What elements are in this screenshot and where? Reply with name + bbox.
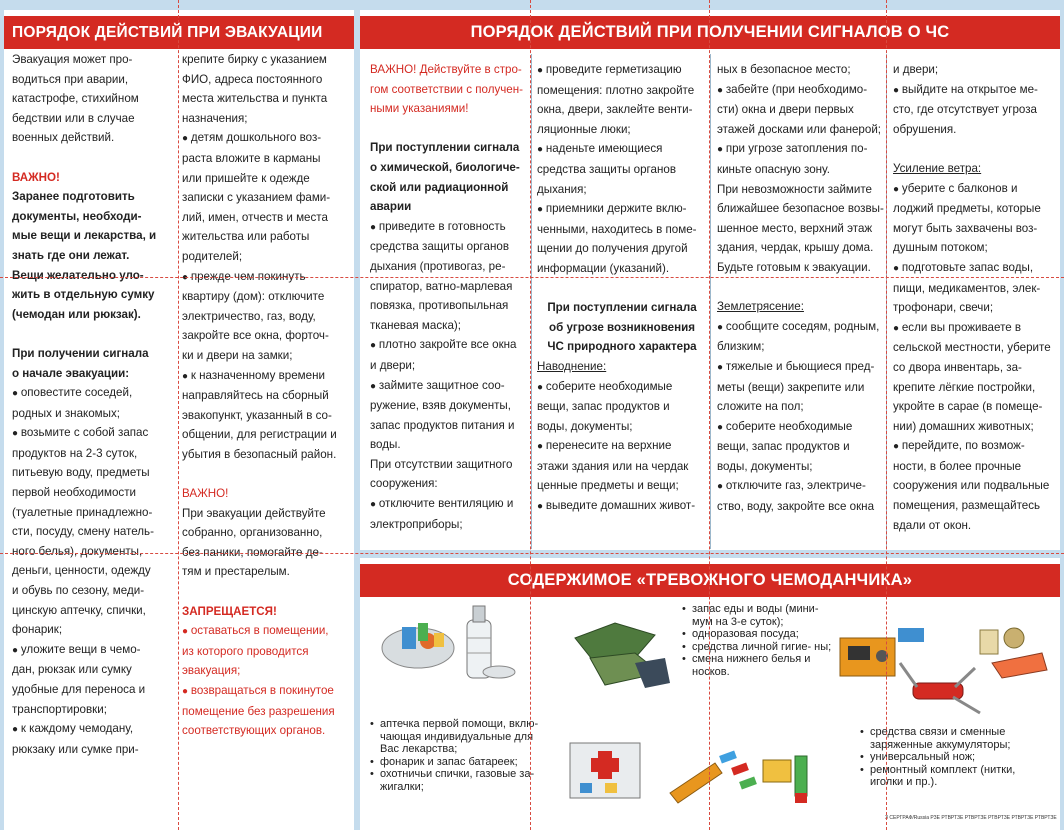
text-line: ЧС природного характера <box>547 340 697 354</box>
bullet-text-line: ● уберите с балконов и <box>893 179 1059 200</box>
text-line: документы, необходи- <box>12 209 142 223</box>
text-line: ВАЖНО! <box>182 487 229 501</box>
text-line: шенное место, верхний этаж <box>717 221 873 235</box>
bullet-text-line: ● выведите домашних живот- <box>537 496 707 517</box>
text-line: ных в безопасное место; <box>717 63 851 76</box>
clothes-icon <box>565 613 675 693</box>
text-line: бедствии или в случае <box>12 111 135 125</box>
suitcase-item: • смена нижнего белья и носков. <box>682 653 832 678</box>
text-line: сооружения или подвальные <box>893 479 1050 493</box>
spacer <box>370 119 530 139</box>
text-line: со двора инвентарь, за- <box>893 360 1022 374</box>
text-line: квартиру (дом): отключите <box>182 290 325 304</box>
text-line: Будьте готовым к эвакуации. <box>717 260 871 274</box>
text-line: ближайшее безопасное возвы- <box>717 202 884 216</box>
text-line: При получении сигнала <box>12 346 149 360</box>
text-line: воды, документы; <box>717 459 813 473</box>
bullet-text-line: ● возвращаться в покинутое <box>182 681 352 702</box>
text-line: гом соответствии с получен- <box>370 82 524 96</box>
text-line: нии) домашних животных; <box>893 419 1034 433</box>
food-bag-icon <box>378 603 458 673</box>
bullet-text-line: ● оставаться в помещении, <box>182 621 352 642</box>
signals-column-1 <box>370 60 530 534</box>
text-line: места жительства и пункта <box>182 92 328 106</box>
text-line: вещи, запас продуктов и <box>717 440 850 454</box>
text-line: ВАЖНО! <box>12 170 60 184</box>
text-line: и двери; <box>370 358 416 372</box>
text-line: спиратор, ватно-марлевая <box>370 279 513 293</box>
first-aid-kit-icon <box>560 723 660 813</box>
text-line: записки с указанием фами- <box>182 191 331 205</box>
bullet-text-line: ● плотно закройте все окна <box>370 335 530 356</box>
text-line: лоджий предметы, которые <box>893 202 1041 216</box>
text-line: о начале эвакуации: <box>12 366 130 380</box>
text-line: здания, чердак, крышу дома. <box>717 241 874 255</box>
text-line: Землетрясение: <box>717 300 804 314</box>
text-line: сти, посуду, смену натель- <box>12 525 154 539</box>
text-line: вдали от окон. <box>893 518 972 532</box>
bullet-text-line: ● подготовьте запас воды, <box>893 258 1059 279</box>
text-line: душным потоком; <box>893 241 988 255</box>
spacer <box>182 464 352 484</box>
suitcase-list-tools <box>860 726 1045 789</box>
text-line: киньте опасную зону. <box>717 162 830 176</box>
text-line: При отсутствии защитного <box>370 457 513 471</box>
text-line: и обувь по сезону, меди- <box>12 584 145 598</box>
signals-column-2 <box>537 60 707 517</box>
text-line: При эвакуации действуйте <box>182 506 326 520</box>
text-line: тканевая маска); <box>370 318 461 332</box>
text-line: фонарик; <box>12 623 63 637</box>
bullet-text-line: ● приемники держите вклю- <box>537 199 707 220</box>
text-line: первой необходимости <box>12 486 137 500</box>
bullet-text-line: ● к каждому чемодану, <box>12 719 180 740</box>
bullet-text-line: ● сообщите соседям, родным, <box>717 317 885 338</box>
bullet-text-line: ● приведите в готовность <box>370 217 530 238</box>
text-line: тям и престарелым. <box>182 565 290 579</box>
fold-line <box>0 277 1064 278</box>
text-line: ЗАПРЕЩАЕТСЯ! <box>182 604 277 618</box>
text-line: или пришейте к одежде <box>182 171 310 185</box>
text-line: лий, имен, отчеств и места <box>182 210 328 224</box>
bullet-text-line: ● перенесите на верхние <box>537 436 707 457</box>
text-line: рюкзаку или сумке при- <box>12 742 139 756</box>
suitcase-panel <box>360 558 1060 830</box>
text-line: ВАЖНО! Действуйте в стро- <box>370 63 522 76</box>
text-line: о химической, биологиче- <box>370 160 520 174</box>
bullet-text-line: ● если вы проживаете в <box>893 318 1059 339</box>
bullet-text-line: ● соберите необходимые <box>717 417 885 438</box>
text-line: транспортировки; <box>12 702 107 716</box>
text-line: ценные предметы и вещи; <box>537 479 679 493</box>
spacer <box>12 148 180 168</box>
text-line: Наводнение: <box>537 359 607 373</box>
text-line: дан, рюкзак или сумку <box>12 663 132 677</box>
text-line: крепите лёгкие постройки, <box>893 380 1036 394</box>
text-line: трофонари, свечи; <box>893 301 994 315</box>
bullet-text-line: ● забейте (при необходимо- <box>717 80 885 101</box>
spacer <box>537 279 707 299</box>
text-line: щении до получения другой <box>537 242 688 256</box>
matches-lighter-icon <box>755 748 825 818</box>
text-line: При поступлении сигнала <box>547 301 697 315</box>
text-line: продуктов на 2-3 суток, <box>12 446 138 460</box>
suitcase-list-food <box>682 603 832 678</box>
text-line: из которого проводится <box>182 644 309 658</box>
text-line: направляйтесь на сборный <box>182 389 329 403</box>
text-line: сооружения: <box>370 477 438 491</box>
bullet-text-line: ● при угрозе затопления по- <box>717 139 885 160</box>
text-line: цинскую аптечку, спички, <box>12 603 146 617</box>
text-line: крепите бирку с указанием <box>182 53 327 66</box>
evacuation-column-2 <box>182 50 352 741</box>
suitcase-item: • одноразовая посуда; <box>682 628 832 641</box>
bullet-text-line: ● проведите герметизацию <box>537 60 707 81</box>
bullet-text-line: ● оповестите соседей, <box>12 383 180 404</box>
bullet-text-line: ● соберите необходимые <box>537 377 707 398</box>
text-line: родителей; <box>182 249 243 263</box>
suitcase-item: • фонарик и запас батареек; <box>370 756 552 769</box>
text-line: закройте все окна, форточ- <box>182 329 329 343</box>
evacuation-title: ПОРЯДОК ДЕЙСТВИЙ ПРИ ЭВАКУАЦИИ <box>4 16 354 49</box>
text-line: Усиление ветра: <box>893 161 982 175</box>
suitcase-item: • универсальный нож; <box>860 751 1045 764</box>
footer-text: З СЕРГРАФ/Russia РЗЕ РТВРТЗЕ РТВРТЗЕ РТВРТЗЕ РТВРТЗЕ РТВРТЗЕ <box>885 815 1057 821</box>
text-line: ченными, находитесь в поме- <box>537 222 697 236</box>
bullet-text-line: ● детям дошкольного воз- <box>182 128 352 149</box>
bullet-text-line: ● отключите вентиляцию и <box>370 494 530 515</box>
spacer <box>182 582 352 602</box>
text-line: раста вложите в карманы <box>182 151 321 165</box>
text-line: питьевую воду, предметы <box>12 466 150 480</box>
text-line: убытия в безопасный район. <box>182 447 337 461</box>
bullet-text-line: ● возьмите с собой запас <box>12 423 180 444</box>
text-line: родных и знакомых; <box>12 406 120 420</box>
text-line: соответствующих органов. <box>182 724 326 738</box>
bullet-text-line: ● прежде чем покинуть <box>182 267 352 288</box>
text-line: воды, документы; <box>537 419 633 433</box>
text-line: повязка, противопыльная <box>370 299 509 313</box>
text-line: знать где они лежат. <box>12 248 130 262</box>
bullet-text-line: ● перейдите, по возмож- <box>893 436 1059 457</box>
bullet-text-line: ● отключите газ, электриче- <box>717 476 885 497</box>
text-line: ного белья), документы, <box>12 544 143 558</box>
text-line: При поступлении сигнала <box>370 141 520 155</box>
text-line: катастрофе, стихийном <box>12 92 139 106</box>
text-line: об угрозе возникновения <box>548 320 696 334</box>
text-line: и двери; <box>893 63 939 76</box>
text-line: помещение без разрешения <box>182 704 335 718</box>
text-line: (туалетные принадлежно- <box>12 505 153 519</box>
text-line: воды. <box>370 438 401 452</box>
column-divider <box>710 54 711 549</box>
suitcase-item: • аптечка первой помощи, вклю- чающая индивидуальные для Вас лекарства; <box>370 718 552 756</box>
text-line: мые вещи и лекарства, и <box>12 229 157 243</box>
bullet-text-line: ● наденьте имеющиеся <box>537 139 707 160</box>
text-line: окна, двери, заклейте венти- <box>537 103 693 117</box>
fold-line <box>0 553 1064 554</box>
text-line: При невозможности займите <box>717 182 873 196</box>
text-line: вещи, запас продуктов и <box>537 400 670 414</box>
suitcase-item: • запас еды и воды (мини- мум на 3-е суток); <box>682 603 832 628</box>
text-line: укройте в сарае (в помеще- <box>893 400 1043 414</box>
text-line: меты (вещи) закрепите или <box>717 380 865 394</box>
spacer <box>893 139 1059 159</box>
text-line: сто, где отсутствует угроза <box>893 103 1037 117</box>
fold-line <box>886 0 887 830</box>
text-line: средства защиты органов <box>537 162 676 176</box>
suitcase-list-aid <box>370 718 552 793</box>
text-line: (чемодан или рюкзак). <box>12 307 141 321</box>
text-line: эвакуация; <box>182 664 241 678</box>
text-line: жить в отдельную сумку <box>12 288 155 302</box>
text-line: сложите на пол; <box>717 400 804 414</box>
text-line: Заранее подготовить <box>12 190 135 204</box>
text-line: эвакопункт, указанный в со- <box>182 408 332 422</box>
text-line: дыхания (противогаз, ре- <box>370 259 506 273</box>
sewing-kit-icon <box>972 608 1057 683</box>
text-line: общении, для регистрации и <box>182 428 337 442</box>
signals-column-3 <box>717 60 885 517</box>
text-line: ности, в более прочные <box>893 459 1022 473</box>
suitcase-title: СОДЕРЖИМОЕ «ТРЕВОЖНОГО ЧЕМОДАНЧИКА» <box>360 564 1060 597</box>
text-line: помещения, размещайтесь <box>893 499 1041 513</box>
text-line: сельской местности, уберите <box>893 341 1051 355</box>
text-line: могут быть захвачены воз- <box>893 221 1038 235</box>
suitcase-item: • ремонтный комплект (нитки, иголки и пр.). <box>860 764 1045 789</box>
bullet-text-line: ● выйдите на открытое ме- <box>893 80 1059 101</box>
text-line: аварии <box>370 200 412 214</box>
column-divider <box>531 54 532 549</box>
flashlight-icon <box>660 733 770 813</box>
text-line: электричество, газ, воду, <box>182 309 316 323</box>
signals-column-4 <box>893 60 1059 535</box>
fold-line <box>530 0 531 830</box>
suitcase-item: • средства связи и сменные заряженные аккумуляторы; <box>860 726 1045 751</box>
text-line: сти) окна и двери первых <box>717 103 854 117</box>
text-line: информации (указаний). <box>537 261 670 275</box>
fold-line <box>709 0 710 830</box>
text-line: этажи здания или на чердак <box>537 459 689 473</box>
text-line: водиться при аварии, <box>12 72 129 86</box>
suitcase-item: • средства личной гигие- ны; <box>682 641 832 654</box>
text-line: военных действий. <box>12 131 115 145</box>
suitcase-item: • охотничьи спички, газовые за- жигалки; <box>370 768 552 793</box>
text-line: дыхания; <box>537 182 587 196</box>
text-line: ки и двери на замки; <box>182 348 293 362</box>
text-line: ружение, взяв документы, <box>370 399 511 413</box>
bullet-text-line: ● к назначенному времени <box>182 366 352 387</box>
spacer <box>717 278 885 298</box>
text-line: деньги, ценности, одежду <box>12 564 151 578</box>
text-line: ными указаниями! <box>370 102 469 116</box>
text-line: удобные для переноса и <box>12 683 146 696</box>
text-line: собранно, организованно, <box>182 526 323 540</box>
spacer <box>12 324 180 344</box>
water-bottle-icon <box>455 598 520 688</box>
text-line: Эвакуация может про- <box>12 53 133 66</box>
text-line: средства защиты органов <box>370 240 509 254</box>
bullet-text-line: ● займите защитное соо- <box>370 376 530 397</box>
text-line: назначения; <box>182 111 248 125</box>
text-line: Вещи желательно уло- <box>12 268 144 282</box>
evacuation-column-1 <box>12 50 180 759</box>
text-line: пищи, медикаментов, элек- <box>893 281 1041 295</box>
text-line: ляционные люки; <box>537 122 631 136</box>
signals-title: ПОРЯДОК ДЕЙСТВИЙ ПРИ ПОЛУЧЕНИИ СИГНАЛОВ О ЧС <box>360 16 1060 49</box>
text-line: обрушения. <box>893 122 957 136</box>
text-line: ство, воду, закройте все окна <box>717 500 875 514</box>
text-line: жительства или работы <box>182 230 310 244</box>
bullet-text-line: ● уложите вещи в чемо- <box>12 640 180 661</box>
fold-line <box>178 0 179 830</box>
text-line: близким; <box>717 340 765 354</box>
evacuation-panel <box>4 10 354 830</box>
text-line: запас продуктов питания и <box>370 418 515 432</box>
bullet-text-line: ● тяжелые и бьющиеся пред- <box>717 357 885 378</box>
text-line: без паники, помогайте де- <box>182 545 323 559</box>
signals-panel <box>360 10 1060 550</box>
text-line: этажей досками или фанерой; <box>717 122 882 136</box>
text-line: ской или радиационной <box>370 180 509 194</box>
text-line: ФИО, адреса постоянного <box>182 72 323 86</box>
text-line: помещения: плотно закройте <box>537 83 695 97</box>
text-line: электроприборы; <box>370 517 463 531</box>
